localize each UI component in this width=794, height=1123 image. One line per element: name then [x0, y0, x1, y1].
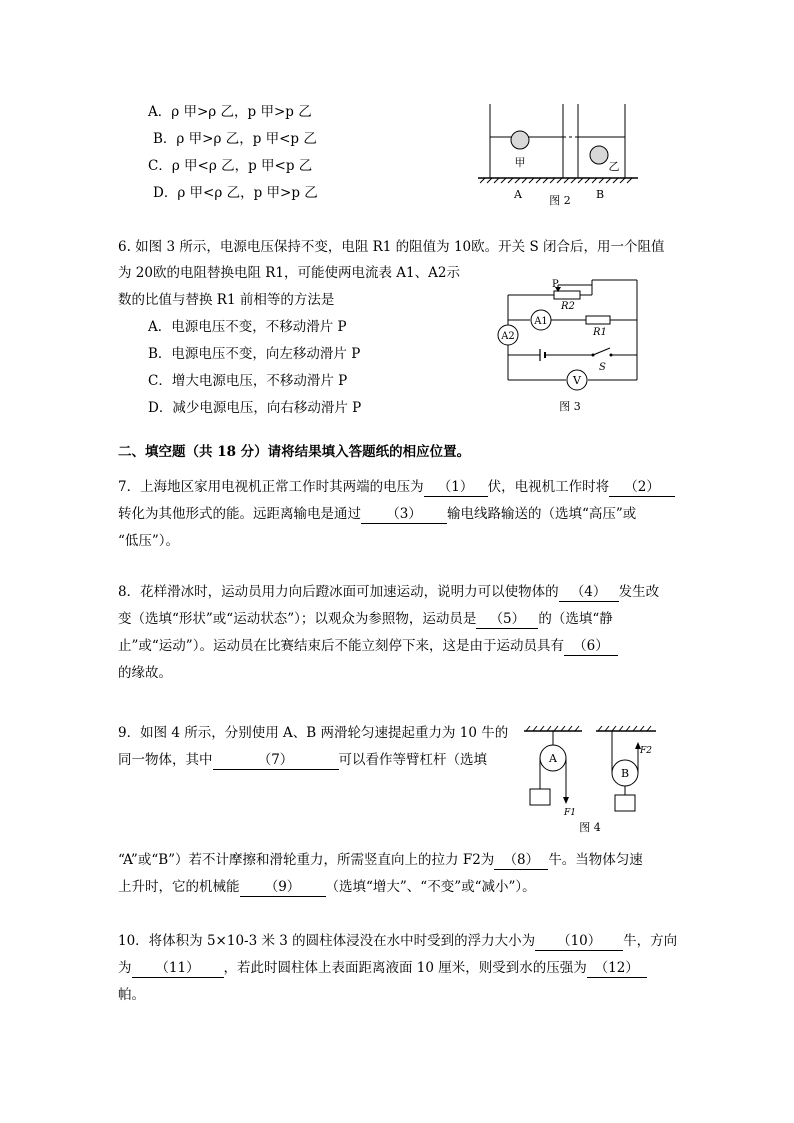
figure-4-pulleys [520, 723, 660, 838]
q9-text-4: “A”或“B”）若不计摩擦和滑轮重力，所需竖直向上的拉力 F2为 [118, 852, 495, 868]
section-2-heading: 二、填空题（共 18 分）请将结果填入答题纸的相应位置。 [118, 444, 471, 460]
force-f1-label: F1 [564, 808, 576, 818]
q8-text-4: 的（选填“静 [538, 611, 613, 627]
q7-text-1: 7．上海地区家用电视机正常工作时其两端的电压为 [118, 479, 424, 495]
q10-text-3: 为 [118, 960, 132, 976]
q5-option-b: B．ρ 甲>ρ 乙，p 甲<p 乙 [153, 131, 317, 147]
switch-s [593, 348, 610, 355]
answer-blank-4[interactable]: （4） [559, 583, 619, 602]
slider-p-label: P [552, 279, 559, 290]
q8-line-4: 的缘故。 [118, 665, 172, 681]
ball-a [511, 131, 529, 149]
answer-blank-11[interactable]: （11） [132, 959, 224, 978]
q6-line-2: 为 20欧的电阻替换电阻 R1，可能使两电流表 A1、A2示 [118, 265, 460, 281]
q7-line-3: “低压”）。 [118, 533, 180, 549]
q9-text-2: 同一物体，其中 [118, 752, 213, 768]
answer-blank-7[interactable]: （7） [213, 751, 339, 770]
q7-text-4: 输电线路输送的（选填“高压”或 [447, 506, 637, 522]
answer-blank-9[interactable]: （9） [240, 878, 326, 897]
q10-text-1: 10．将体积为 5×10-3 米 3 的圆柱体浸没在水中时受到的浮力大小为 [118, 933, 536, 949]
figure-3-caption: 图 3 [559, 400, 581, 413]
rheostat-r2 [554, 291, 580, 299]
q10-line-3: 帕。 [118, 987, 145, 1003]
q8-line-1 [118, 582, 659, 602]
q6-option-b: B．电源电压不变，向左移动滑片 P [148, 346, 361, 362]
v-label: V [573, 374, 581, 387]
q6-line-3: 数的比值与替换 R1 前相等的方法是 [118, 292, 335, 308]
figure-3-circuit [492, 272, 652, 417]
q5-option-a: A．ρ 甲>ρ 乙，p 甲>p 乙 [148, 104, 312, 120]
q10-text-2: 牛，方向 [623, 933, 678, 949]
q9-line-4 [118, 877, 536, 897]
figure-2-caption: 图 2 [549, 194, 571, 207]
ball-b-label: 乙 [608, 160, 620, 173]
q9-text-3: 可以看作等臂杠杆（选填 [338, 752, 487, 768]
q9-line-3 [118, 850, 643, 870]
q9-line-1: 9．如图 4 所示，分别使用 A、B 两滑轮匀速提起重力为 10 牛的 [118, 725, 509, 741]
q8-text-3: 变（选填“形状”或“运动状态”）；以观众为参照物，运动员是 [118, 611, 477, 627]
q7-line-2 [118, 504, 636, 524]
answer-blank-8[interactable]: （8） [494, 851, 548, 870]
q9-line-2 [118, 750, 487, 770]
answer-blank-2[interactable]: （2） [609, 478, 675, 497]
resistor-r1 [586, 316, 610, 324]
a1-label: A1 [534, 316, 548, 327]
q7-text-2: 伏，电视机工作时将 [487, 479, 610, 495]
q6-option-d: D．减少电源电压，向右移动滑片 P [148, 400, 362, 416]
q10-text-4: ，若此时圆柱体上表面距离液面 10 厘米，则受到水的压强为 [223, 960, 587, 976]
load-a [530, 789, 550, 805]
q7-text-3: 转化为其他形式的能。远距离输电是通过 [118, 506, 361, 522]
r1-label: R1 [593, 327, 607, 338]
load-b [615, 795, 635, 811]
q9-text-6: 上升时，它的机械能 [118, 879, 240, 895]
answer-blank-10[interactable]: （10） [535, 932, 623, 951]
pulley-b-label: B [621, 767, 630, 780]
q7-line-1 [118, 477, 675, 497]
figure-4-caption: 图 4 [579, 821, 601, 834]
ball-b [590, 146, 608, 164]
q6-option-a: A．电源电压不变，不移动滑片 P [148, 319, 347, 335]
figure-2-containers [478, 100, 638, 210]
switch-s-label: S [599, 362, 606, 373]
q8-line-2 [118, 609, 613, 629]
q10-line-2 [118, 958, 647, 978]
container-b-label: B [595, 188, 605, 201]
q5-option-d: D．ρ 甲<ρ 乙，p 甲>p 乙 [153, 185, 318, 201]
q8-text-5: 止”或“运动”）。运动员在比赛结束后不能立刻停下来，这是由于运动员具有 [118, 638, 564, 654]
answer-blank-6[interactable]: （6） [564, 637, 618, 656]
pulley-a-label: A [549, 752, 557, 765]
container-a-label: A [514, 188, 522, 201]
q5-option-c: C．ρ 甲<ρ 乙，p 甲<p 乙 [148, 158, 313, 174]
q8-text-2: 发生改 [618, 584, 660, 600]
q9-text-5: 牛。当物体匀速 [548, 852, 643, 868]
answer-blank-1[interactable]: （1） [424, 478, 488, 497]
ball-a-label: 甲 [514, 156, 526, 169]
q9-text-7: （选填“增大”、“不变”或“减小”）。 [325, 879, 536, 895]
answer-blank-12[interactable]: （12） [587, 959, 647, 978]
q8-line-3 [118, 636, 618, 656]
answer-blank-5[interactable]: （5） [476, 610, 538, 629]
q6-option-c: C．增大电源电压，不移动滑片 P [148, 373, 348, 389]
answer-blank-3[interactable]: （3） [361, 505, 447, 524]
force-f2-label: F2 [640, 746, 652, 756]
q10-line-1 [118, 931, 677, 951]
q6-line-1: 6. 如图 3 所示，电源电压保持不变，电阻 R1 的阻值为 10欧。开关 S 闭合后，用一个阻值 [118, 239, 665, 255]
a2-label: A2 [501, 331, 515, 342]
r2-label: R2 [561, 301, 575, 312]
q8-text-1: 8．花样滑冰时，运动员用力向后蹬冰面可加速运动，说明力可以使物体的 [118, 584, 559, 600]
